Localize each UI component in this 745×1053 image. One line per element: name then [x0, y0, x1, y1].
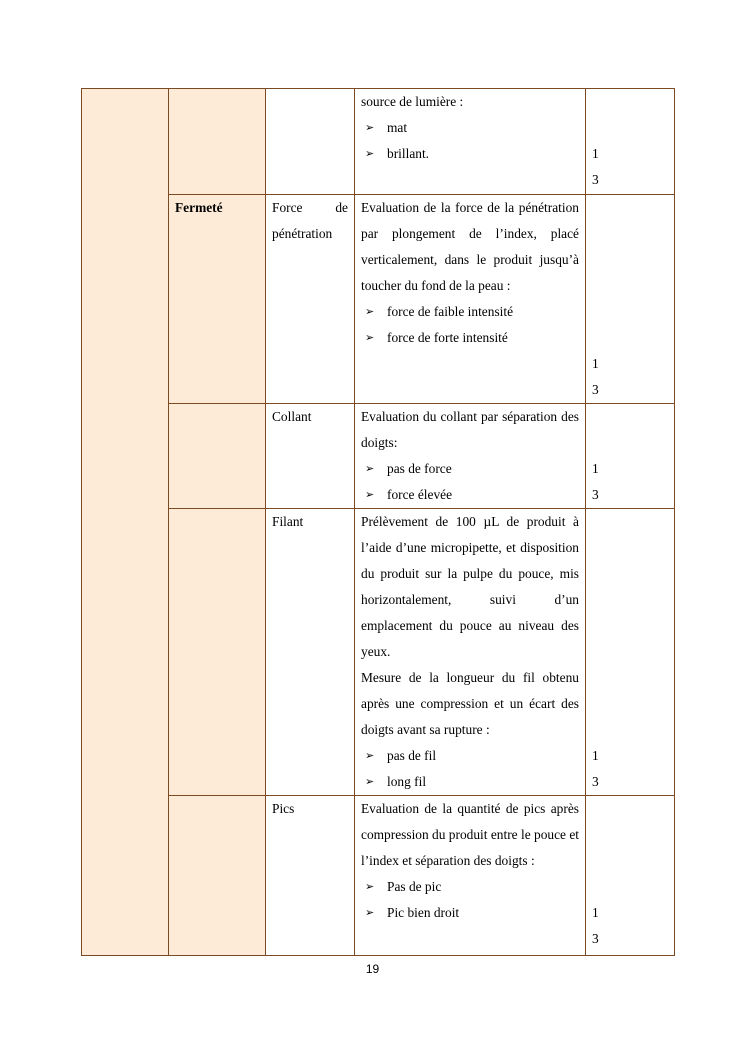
parameter-cell: Filant	[266, 509, 355, 796]
subcategory-cell	[169, 404, 266, 509]
score-value: 1	[592, 461, 599, 476]
criteria-table	[81, 88, 675, 956]
list-item: ➢ mat	[361, 115, 579, 141]
score-value: 3	[592, 172, 599, 187]
arrow-bullet-icon: ➢	[365, 462, 375, 475]
parameter-cell: Pics	[266, 796, 355, 956]
parameter-cell	[266, 195, 355, 404]
list-item: ➢ pas de force	[361, 456, 579, 482]
arrow-bullet-icon: ➢	[365, 906, 375, 919]
description-text: Evaluation de la force de la pénétration par plongement de l’index, placé verticalement, dans le produit jusqu’à toucher du fond de la peau :	[361, 200, 579, 293]
description-text: Mesure de la longueur du fil obtenu après une compression et un écart des doigts avant sa rupture :	[361, 670, 579, 737]
description-text: source de lumière :	[361, 94, 464, 109]
list-item: ➢ force de forte intensité	[361, 325, 579, 351]
subcategory-cell	[169, 89, 266, 195]
parameter-cell: Collant	[266, 404, 355, 509]
table-row	[82, 89, 675, 195]
score-value: 1	[592, 905, 599, 920]
page-number: 19	[365, 962, 380, 976]
score-cell	[586, 509, 675, 796]
parameter-label: Force de pénétration	[272, 200, 348, 241]
list-item: ➢ long fil	[361, 769, 579, 795]
score-cell	[586, 195, 675, 404]
table-row	[82, 195, 675, 404]
subcategory-cell	[169, 796, 266, 956]
table-row	[82, 509, 675, 796]
category-cell	[82, 89, 169, 956]
score-value: 3	[592, 931, 599, 946]
list-item: ➢ pas de fil	[361, 743, 579, 769]
description-cell	[355, 89, 586, 195]
subcategory-cell: Fermeté	[169, 195, 266, 404]
list-item: ➢ brillant.	[361, 141, 579, 167]
score-cell	[586, 404, 675, 509]
arrow-bullet-icon: ➢	[365, 749, 375, 762]
description-text: Evaluation de la quantité de pics après compression du produit entre le pouce et l’index et séparation des doigts :	[361, 801, 579, 868]
description-cell	[355, 404, 586, 509]
score-cell	[586, 796, 675, 956]
score-value: 3	[592, 487, 599, 502]
score-value: 1	[592, 146, 599, 161]
list-item: ➢ Pas de pic	[361, 874, 579, 900]
score-cell	[586, 89, 675, 195]
score-value: 1	[592, 356, 599, 371]
arrow-bullet-icon: ➢	[365, 121, 375, 134]
arrow-bullet-icon: ➢	[365, 880, 375, 893]
table-row	[82, 404, 675, 509]
list-item: ➢ force élevée	[361, 482, 579, 508]
score-value: 3	[592, 382, 599, 397]
arrow-bullet-icon: ➢	[365, 305, 375, 318]
description-text: Evaluation du collant par séparation des doigts:	[361, 409, 579, 450]
arrow-bullet-icon: ➢	[365, 775, 375, 788]
score-value: 1	[592, 748, 599, 763]
arrow-bullet-icon: ➢	[365, 488, 375, 501]
description-cell	[355, 509, 586, 796]
description-cell	[355, 796, 586, 956]
subcategory-cell	[169, 509, 266, 796]
score-value: 3	[592, 774, 599, 789]
description-cell	[355, 195, 586, 404]
list-item: ➢ Pic bien droit	[361, 900, 579, 926]
description-text: Prélèvement de 100 µL de produit à l’aide d’une micropipette, et disposition du produit sur la pulpe du pouce, mis horizontalement, suivi d’un emplacement du pouce au niveau des yeux.	[361, 514, 579, 659]
arrow-bullet-icon: ➢	[365, 331, 375, 344]
table-row	[82, 796, 675, 956]
parameter-cell	[266, 89, 355, 195]
list-item: ➢ force de faible intensité	[361, 299, 579, 325]
arrow-bullet-icon: ➢	[365, 147, 375, 160]
